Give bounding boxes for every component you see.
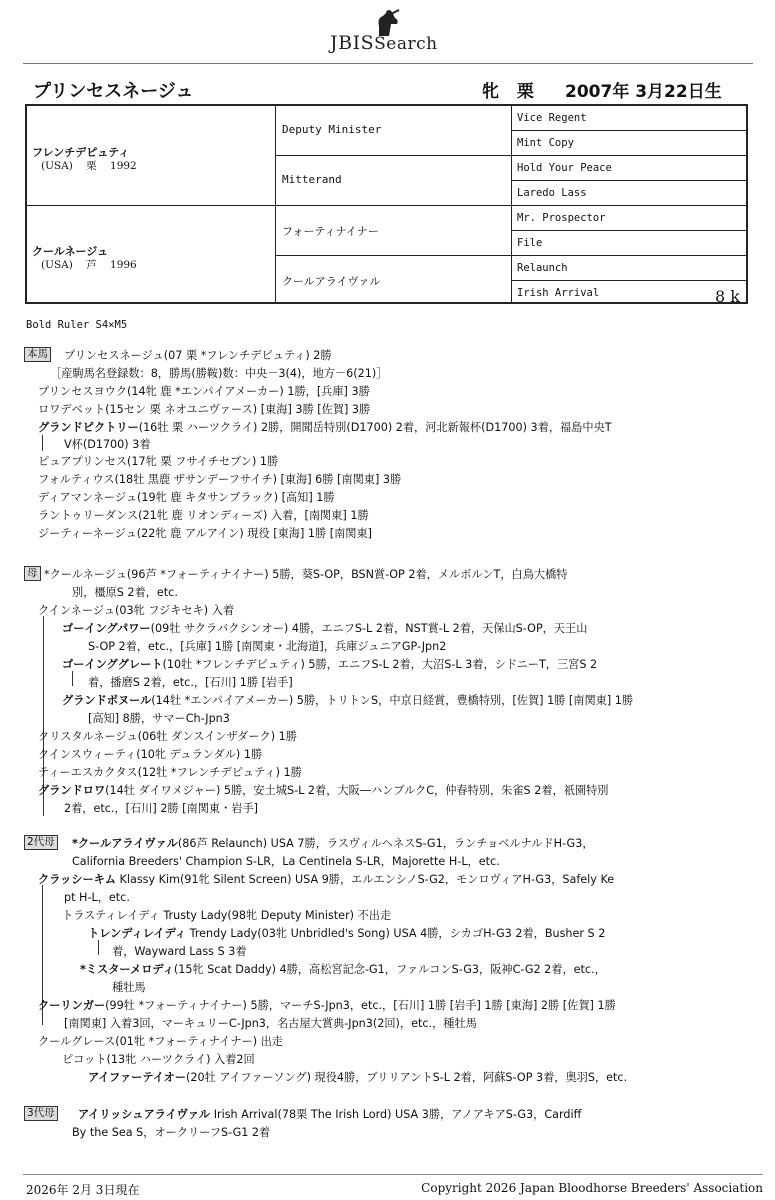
section-g2-line: *クールアライヴァル(86芦 Relaunch) USA 7勝，ラスヴィルヘネスS-G1，ランチョベルナルドH-G3， — [72, 837, 594, 850]
logo-text: JBISSearch — [330, 32, 438, 54]
section-self-line: ディアマンネージュ(19牝 鹿 キタサンブラック) [高知] 1勝 — [38, 491, 335, 504]
pedigree-gen3-name[interactable]: File — [517, 237, 543, 249]
section-g2-line: トラスティレイディ Trusty Lady(98牝 Deputy Minister) 不出走 — [62, 909, 392, 922]
section-dam-line: クインネージュ(03牝 フジキセキ) 入着 — [38, 604, 235, 617]
dam-cell — [27, 206, 276, 304]
section-dam-line: *クールネージュ(96芦 *フォーティナイナー) 5勝，葵S-OP，BSN賞-OP 2着，メルボルンT，白鳥大橋特 — [44, 568, 568, 581]
pedigree-gen2-name[interactable]: フォーティナイナー — [282, 225, 379, 238]
continuation-bar — [98, 940, 99, 955]
section-dam-line: S-OP 2着，etc.，[兵庫] 1勝 [南関東・北海道]，兵庫ジュニアGP-Jpn2 — [88, 640, 447, 653]
section-tag-great-grandam: 3代母 — [24, 1106, 58, 1121]
section-tag-grandam: 2代母 — [24, 835, 58, 850]
section-self-line: ラントゥリーダンス(21牝 鹿 リオンディーズ) 入着，[南関東] 1勝 — [38, 509, 369, 522]
bold-horse-name[interactable]: クーリンガー — [38, 999, 106, 1012]
section-dam-line: ゴーイングパワー(09牡 サクラバクシンオー) 4勝，エニフS-L 2着，NST賞-L 2着，天保山S-OP，天王山 — [62, 622, 588, 635]
pedigree-gen3-cell — [512, 181, 746, 206]
pedigree-gen3-cell — [512, 256, 746, 281]
pedigree-gen3-name[interactable]: Mr. Prospector — [517, 212, 606, 224]
pedigree-corner-note: 8 k — [715, 287, 740, 306]
horse-sex-color: 牝 栗 — [482, 82, 540, 102]
pedigree-gen2-name[interactable]: Mitterand — [282, 173, 342, 186]
bold-horse-name[interactable]: ゴーイングパワー — [62, 622, 151, 635]
continuation-bar — [42, 435, 43, 451]
section-g2-line: クーリンガー(99牡 *フォーティナイナー) 5勝，マーチS-Jpn3，etc.，[石川] 1勝 [岩手] 1勝 [東海] 2勝 [佐賀] 1勝 — [38, 999, 616, 1012]
section-dam-line: 2着，etc.，[石川] 2勝 [南関東・岩手] — [64, 802, 259, 815]
bold-horse-name[interactable]: グランドロワ — [38, 784, 106, 797]
pedigree-gen3-cell — [512, 231, 746, 256]
section-dam-line: クリスタルネージュ(06牡 ダンスインザダーク) 1勝 — [38, 730, 297, 743]
pedigree-gen3-cell — [512, 156, 746, 181]
pedigree-gen2-cell — [276, 256, 512, 304]
section-g2-line: 種牡馬 — [112, 981, 146, 994]
pedigree-gen3-name[interactable]: Irish Arrival — [517, 287, 600, 299]
pedigree-gen3-cell — [512, 206, 746, 231]
section-dam-line: 着，播磨S 2着，etc.，[石川] 1勝 [岩手] — [88, 676, 293, 689]
footer-date: 2026年 2月 3日現在 — [26, 1183, 140, 1197]
pedigree-gen3-name[interactable]: Vice Regent — [517, 112, 587, 124]
bold-horse-name[interactable]: トレンディレイディ — [88, 927, 187, 940]
jbis-logo[interactable] — [325, 6, 465, 52]
section-g2-line: ピコット(13牝 ハーツクライ) 入着2回 — [62, 1053, 255, 1066]
section-self-line: グランドピクトリー(16牡 栗 ハーツクライ) 2勝，開聞岳特別(D1700) 2着，河北新報杯(D1700) 3着，福島中央T — [38, 421, 612, 434]
dam-info: (USA) 芦 1996 — [41, 259, 137, 271]
section-g3-line: By the Sea S，オークリーフS-G1 2着 — [72, 1126, 271, 1139]
section-g2-line: クラッシーキム Klassy Kim(91牝 Silent Screen) USA 9勝，エルエンシノS-G2，モンロヴィアH-G3，Safely Ke — [38, 873, 615, 886]
pedigree-gen2-name[interactable]: クールアライヴァル — [282, 275, 381, 288]
continuation-bar — [72, 671, 73, 686]
pedigree-gen3-name[interactable]: Relaunch — [517, 262, 568, 274]
bold-horse-name[interactable]: アイリッシュアライヴァル — [78, 1108, 211, 1121]
pedigree-gen2-cell — [276, 106, 512, 156]
pedigree-gen3-name[interactable]: Hold Your Peace — [517, 162, 612, 174]
pedigree-gen2-cell — [276, 156, 512, 206]
dam-name[interactable]: クールネージュ — [32, 245, 109, 258]
bold-horse-name[interactable]: *ミスターメロディ — [80, 963, 174, 976]
bold-horse-name[interactable]: クラッシーキム — [38, 873, 116, 886]
bold-horse-name[interactable]: グランドピクトリー — [38, 421, 139, 434]
section-self-line: ピュアプリンセス(17牝 栗 フサイチセブン) 1勝 — [38, 455, 279, 468]
section-g2-line: クールグレース(01牝 *フォーティナイナー) 出走 — [38, 1035, 283, 1048]
sire-name[interactable]: フレンチデピュティ — [32, 146, 130, 159]
section-dam-line: ティーエスカクタス(12牡 *フレンチデピュティ) 1勝 — [38, 766, 302, 779]
section-self-line: ロワデベット(15セン 栗 ネオユニヴァース) [東海] 3勝 [佐賀] 3勝 — [38, 403, 371, 416]
section-g2-line: *ミスターメロディ(15牝 Scat Daddy) 4勝，高松宮記念-G1，ファルコンS-G3，阪神C-G2 2着，etc.， — [80, 963, 606, 976]
section-g2-line: 着，Wayward Lass S 3着 — [112, 945, 247, 958]
pedigree-gen3-name[interactable]: Laredo Lass — [517, 187, 587, 199]
section-self-line: V杯(D1700) 3着 — [64, 438, 151, 451]
bold-horse-name[interactable]: *クールアライヴァル — [72, 837, 178, 850]
section-self-line: フォルティウス(18牡 黒鹿 ザサンデーフサイチ) [東海] 6勝 [南関東] 3勝 — [38, 473, 402, 486]
section-dam-line: クインスウィーティ(10牝 デュランダル) 1勝 — [38, 748, 263, 761]
section-self-line: ［産駒馬名登録数：8，勝馬(勝鞍)数：中央－3(4)，地方－6(21)］ — [50, 367, 388, 380]
pedigree-table — [25, 104, 748, 304]
horse-birth-date: 2007年 3月22日生 — [565, 82, 722, 102]
pedigree-gen3-name[interactable]: Mint Copy — [517, 137, 574, 149]
pedigree-gen3-cell — [512, 281, 746, 304]
header-divider — [23, 63, 753, 64]
section-dam-line: ゴーインググレート(10牡 *フレンチデピュティ) 5勝，エニフS-L 2着，大沼S-L 3着，シドニーT，三宮S 2 — [62, 658, 598, 671]
section-self-line: ジーティーネージュ(22牝 鹿 アルアイン) 現役 [東海] 1勝 [南関東] — [38, 527, 373, 540]
sire-info: (USA) 栗 1992 — [41, 160, 137, 172]
inbreeding-note: Bold Ruler S4×M5 — [26, 319, 128, 331]
bold-horse-name[interactable]: アイファーテイオー — [88, 1071, 187, 1084]
horse-name: プリンセスネージュ — [33, 81, 194, 102]
bold-horse-name[interactable]: ゴーインググレート — [62, 658, 163, 671]
sire-cell — [27, 106, 276, 206]
pedigree-gen3-cell — [512, 131, 746, 156]
section-self-line: プリンセスネージュ(07 栗 *フレンチデピュティ) 2勝 — [64, 349, 332, 362]
pedigree-gen3-cell — [512, 106, 746, 131]
section-tag-dam: 母 — [24, 566, 41, 581]
section-dam-line: 別，橿原S 2着，etc. — [72, 586, 178, 599]
section-self-line: プリンセスヨウク(14牝 鹿 *エンパイアメーカー) 1勝，[兵庫] 3勝 — [38, 385, 370, 398]
section-g2-line: トレンディレイディ Trendy Lady(03牝 Unbridled's Song) USA 4勝，シカゴH-G3 2着，Busher S 2 — [88, 927, 606, 940]
section-g2-line: [南関東] 入着3回，マーキュリーC-Jpn3，名古屋大賞典-Jpn3(2回)，etc.，種牡馬 — [64, 1017, 477, 1030]
footer-divider — [23, 1174, 763, 1175]
section-g2-line: アイファーテイオー(20牡 アイファーソング) 現役4勝，ブリリアントS-L 2着，阿蘇S-OP 3着，奥羽S，etc. — [88, 1071, 628, 1084]
footer-copyright: Copyright 2026 Japan Bloodhorse Breeders' Association — [421, 1181, 763, 1195]
section-g2-line: pt H-L，etc. — [64, 891, 130, 904]
section-g3-line: アイリッシュアライヴァル Irish Arrival(78栗 The Irish Lord) USA 3勝，アノアキアS-G3，Cardiff — [78, 1108, 582, 1121]
section-dam-line: グランドロワ(14牡 ダイワメジャー) 5勝，安土城S-L 2着，大阪―ハンブルクC，仲春特別，朱雀S 2着，祇園特別 — [38, 784, 609, 797]
section-tag-self: 本馬 — [24, 347, 51, 362]
bold-horse-name[interactable]: グランドボヌール — [62, 694, 152, 707]
section-dam-line: [高知] 8勝，サマーCh-Jpn3 — [88, 712, 230, 725]
pedigree-gen2-cell — [276, 206, 512, 256]
pedigree-gen2-name[interactable]: Deputy Minister — [282, 123, 382, 136]
section-g2-line: California Breeders' Champion S-LR，La Centinela S-LR，Majorette H-L，etc. — [72, 855, 500, 868]
section-dam-line: グランドボヌール(14牡 *エンパイアメーカー) 5勝，トリトンS，中京日経賞，豊橋特別，[佐賀] 1勝 [南関東] 1勝 — [62, 694, 634, 707]
